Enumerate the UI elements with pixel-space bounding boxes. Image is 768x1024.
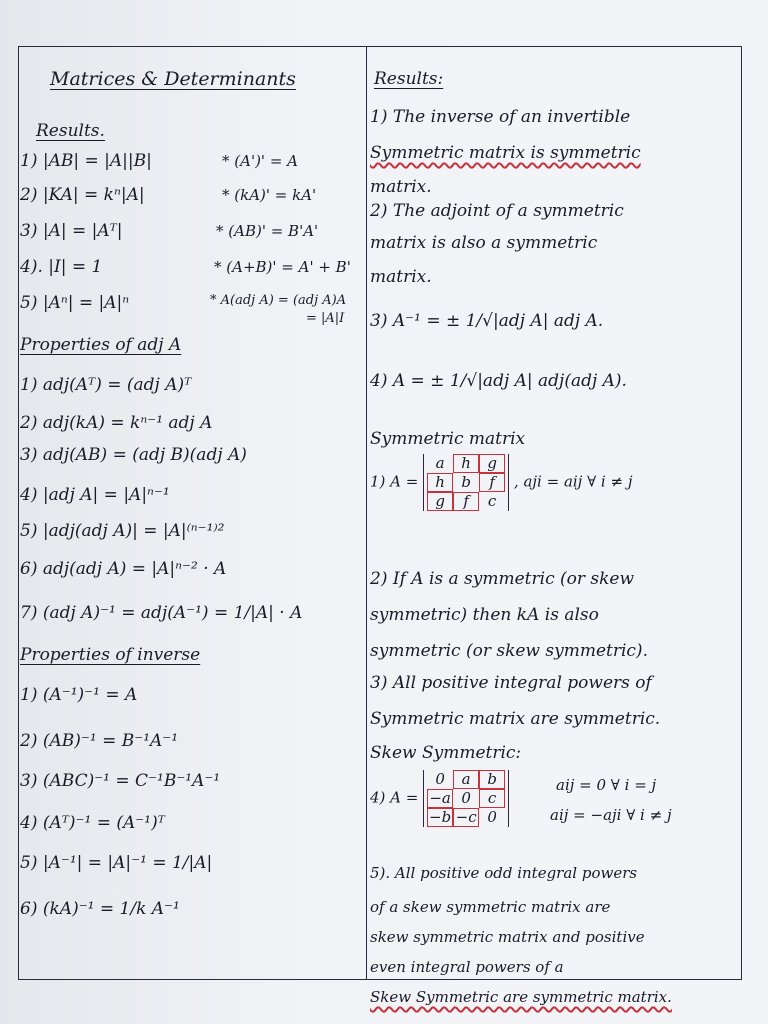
skew-label: 4) A = [370,788,419,807]
skew-matrix [423,770,509,827]
inverse-3: 3) (ABC)⁻¹ = C⁻¹B⁻¹A⁻¹ [20,771,221,791]
adj-heading: Properties of adj A [20,335,182,355]
transpose-6: = |A|I [306,311,345,326]
adj-5: 5) |adj(adj A)| = |A|⁽ⁿ⁻¹⁾² [20,521,225,541]
transpose-2: * (kA)' = kA' [222,186,317,204]
result-r5-line4: even integral powers of a [370,958,564,976]
skew-matrix-block [370,770,509,827]
result-r2b-line4: 3) All positive integral powers of [370,673,652,693]
result-r1-line1: 1) The inverse of an invertible [370,107,631,127]
adj-2: 2) adj(kA) = kⁿ⁻¹ adj A [20,413,213,433]
matrix-cell: c [479,789,505,808]
inverse-heading: Properties of inverse [20,645,201,665]
result-r2b-line3: symmetric (or skew symmetric). [370,641,648,661]
matrix-cell: −a [427,789,453,808]
skew-condition-2: aij = −aji ∀ i ≠ j [550,806,672,824]
skew-condition-1: aij = 0 ∀ i = j [556,776,657,794]
transpose-4: * (A+B)' = A' + B' [214,258,351,276]
adj-1: 1) adj(Aᵀ) = (adj A)ᵀ [20,375,192,395]
symmetric-heading: Symmetric matrix [370,429,526,449]
result-r5-line5: Skew Symmetric are symmetric matrix. [370,988,672,1006]
matrix-cell: f [479,473,505,492]
results-heading: Results. [36,121,105,141]
adj-4: 4) |adj A| = |A|ⁿ⁻¹ [20,485,170,505]
matrix-cell: h [427,473,453,492]
column-divider [366,46,367,980]
matrix-cell: b [461,473,471,491]
symmetric-condition: , aji = aij ∀ i ≠ j [513,472,633,491]
result-r2b-line2: symmetric) then kA is also [370,605,599,625]
result-r5-line2: of a skew symmetric matrix are [370,898,611,916]
matrix-cell: h [453,454,479,473]
matrix-cell: b [479,770,505,789]
matrix-cell: f [453,492,479,511]
result-r1-line3: matrix. [370,177,432,197]
result-3: 3) |A| = |Aᵀ| [20,221,123,241]
result-1: 1) |AB| = |A||B| [20,151,152,171]
matrix-cell: 0 [487,808,497,826]
result-5: 5) |Aⁿ| = |A|ⁿ [20,293,130,313]
matrix-cell: −c [453,808,479,827]
result-r5-line1: 5). All positive odd integral powers [370,864,638,882]
result-2: 2) |KA| = kⁿ|A| [20,185,145,205]
matrix-cell: −b [429,808,452,826]
result-r3: 3) A⁻¹ = ± 1/√|adj A| adj A. [370,311,604,331]
transpose-5: * A(adj A) = (adj A)A [210,293,347,308]
matrix-cell: a [453,770,479,789]
result-r2-line2: matrix is also a symmetric [370,233,598,253]
matrix-cell: g [427,492,453,511]
skew-heading: Skew Symmetric: [370,743,522,763]
matrix-cell: g [479,454,505,473]
symmetric-matrix [423,454,509,511]
result-r2-line1: 2) The adjoint of a symmetric [370,201,624,221]
inverse-4: 4) (Aᵀ)⁻¹ = (A⁻¹)ᵀ [20,813,165,833]
matrix-cell: 0 [435,770,445,788]
result-4: 4). |I| = 1 [20,257,103,277]
right-results-heading: Results: [374,69,444,89]
adj-6: 6) adj(adj A) = |A|ⁿ⁻² · A [20,559,227,579]
transpose-1: * (A')' = A [222,152,298,170]
result-r2b-line5: Symmetric matrix are symmetric. [370,709,661,729]
result-r5-line3: skew symmetric matrix and positive [370,928,645,946]
adj-7: 7) (adj A)⁻¹ = adj(A⁻¹) = 1/|A| · A [20,603,303,623]
inverse-5: 5) |A⁻¹| = |A|⁻¹ = 1/|A| [20,853,213,873]
result-r1-line2: Symmetric matrix is symmetric [370,143,641,163]
symmetric-matrix-block [370,454,632,511]
symmetric-label: 1) A = [370,472,419,491]
result-r2-line3: matrix. [370,267,432,287]
inverse-1: 1) (A⁻¹)⁻¹ = A [20,685,138,705]
page-title: Matrices & Determinants [50,68,296,90]
matrix-cell: 0 [461,789,471,807]
inverse-6: 6) (kA)⁻¹ = 1/k A⁻¹ [20,899,180,919]
adj-3: 3) adj(AB) = (adj B)(adj A) [20,445,247,465]
result-r4: 4) A = ± 1/√|adj A| adj(adj A). [370,371,627,391]
transpose-3: * (AB)' = B'A' [216,222,319,240]
matrix-cell: a [435,454,445,472]
inverse-2: 2) (AB)⁻¹ = B⁻¹A⁻¹ [20,731,179,751]
matrix-cell: c [487,492,497,510]
result-r2b-line1: 2) If A is a symmetric (or skew [370,569,635,589]
